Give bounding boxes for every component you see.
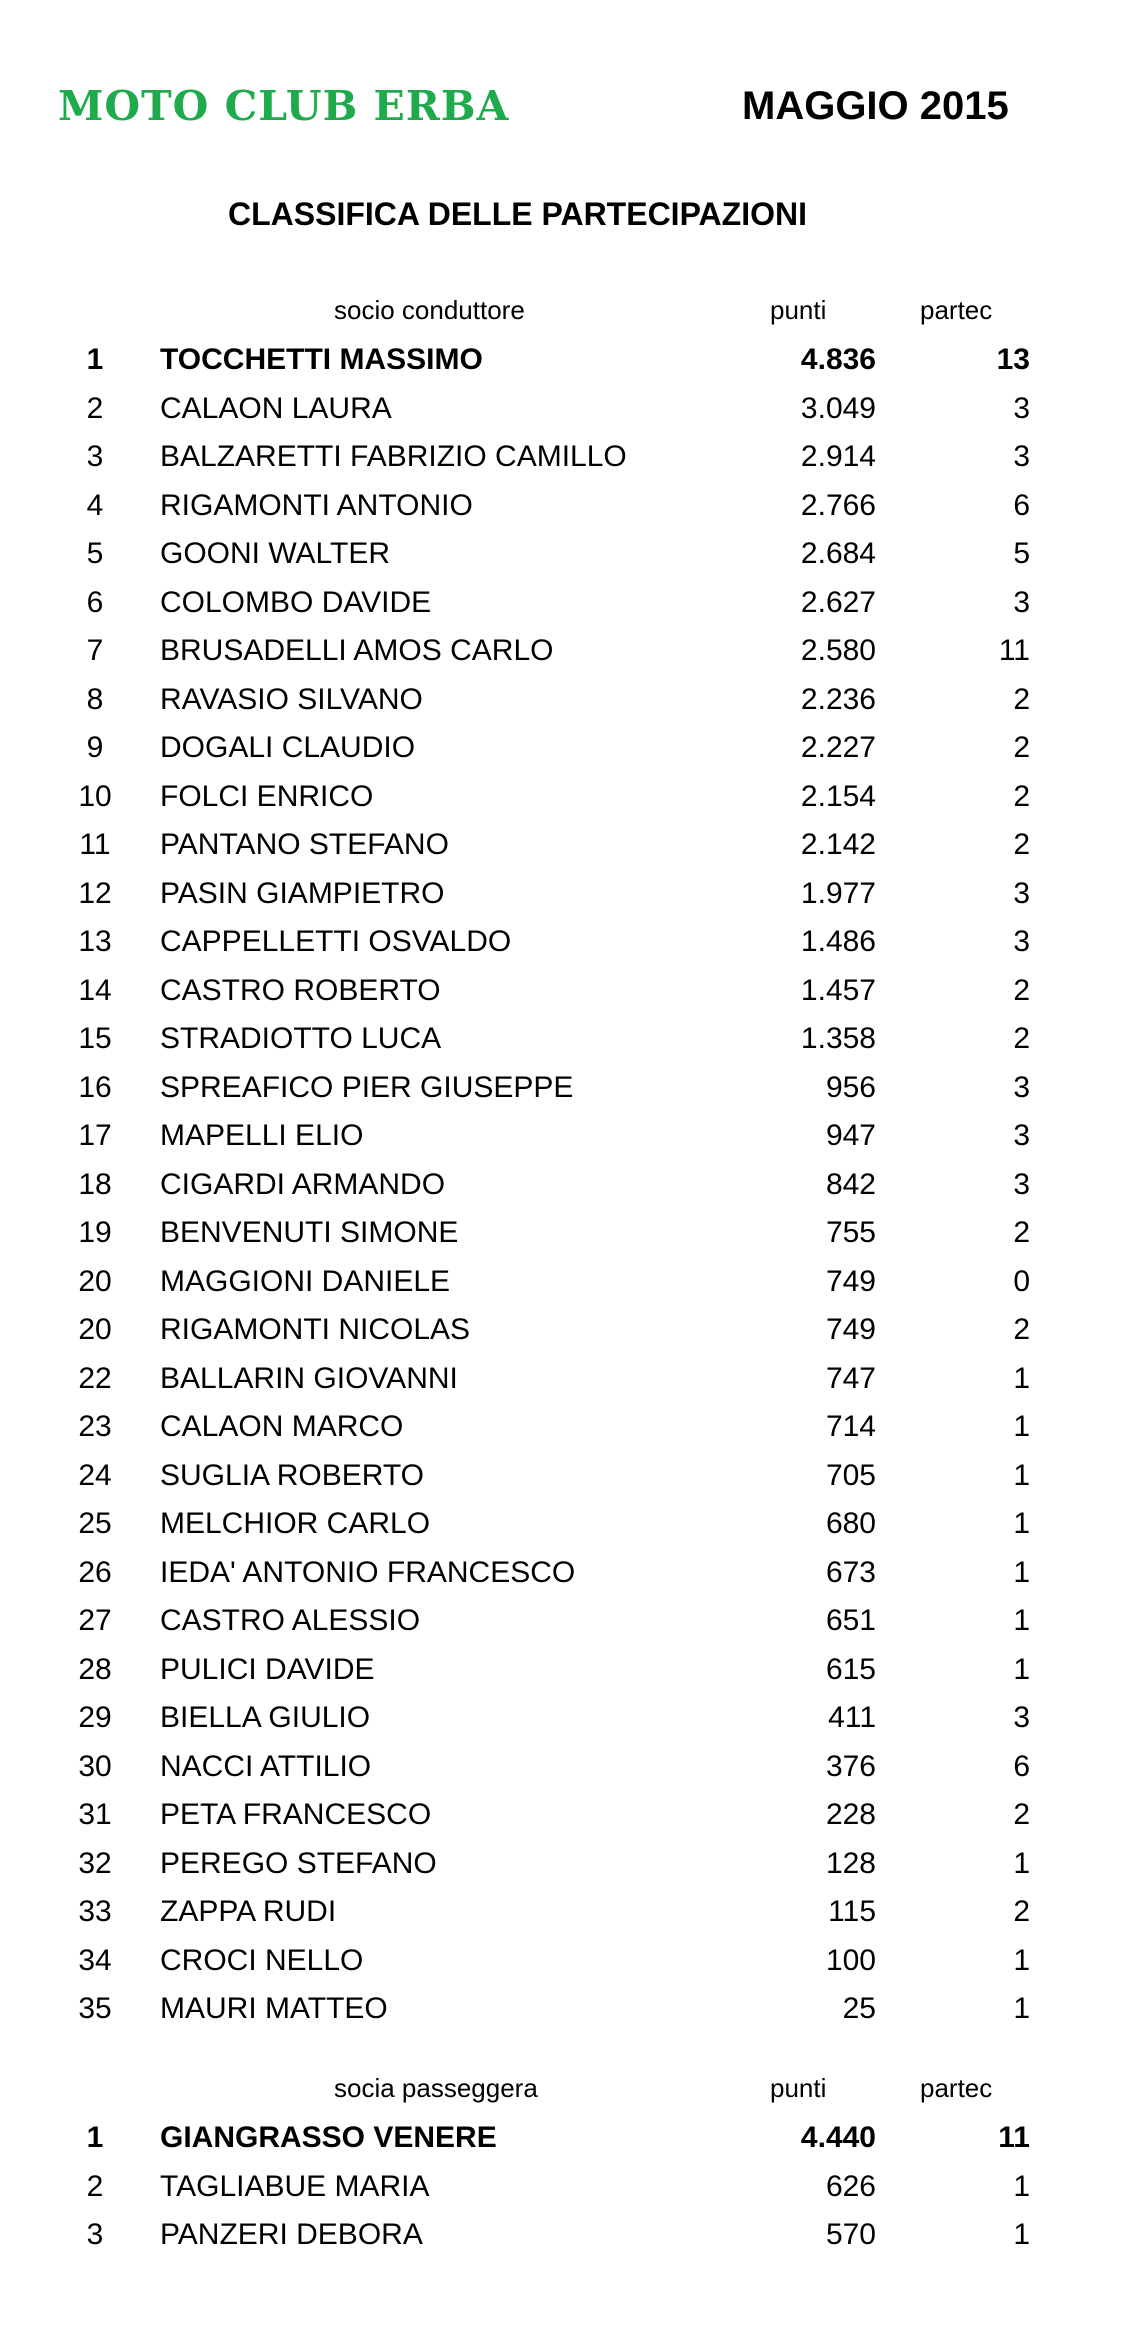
part-cell: 3: [1013, 876, 1030, 910]
passengers-col-part: partec: [920, 2073, 993, 2103]
points-cell: 128: [825, 1846, 876, 1880]
part-cell: 3: [1013, 925, 1030, 958]
name-cell: RIGAMONTI NICOLAS: [160, 1313, 471, 1346]
name-cell: MAGGIONI DANIELE: [160, 1264, 451, 1298]
points-cell: 842: [825, 1167, 876, 1201]
rank-cell: 32: [78, 1846, 112, 1880]
points-cell: 570: [825, 2218, 876, 2251]
points-cell: 1.486: [800, 925, 876, 958]
drivers-col-name: socio conduttore: [334, 295, 525, 325]
name-cell: BALLARIN GIOVANNI: [160, 1361, 458, 1395]
points-cell: 2.914: [800, 440, 876, 473]
rank-cell: 11: [79, 828, 111, 861]
points-cell: 228: [825, 1798, 876, 1831]
points-cell: 705: [825, 1458, 876, 1492]
driver-row: [0, 821, 1122, 870]
rank-cell: 3: [86, 2218, 104, 2251]
part-cell: 0: [1013, 1264, 1030, 1298]
part-cell: 1: [1013, 1604, 1030, 1637]
driver-row: [0, 579, 1122, 628]
name-cell: DOGALI CLAUDIO: [160, 731, 416, 764]
driver-row: [0, 1597, 1122, 1646]
rank-cell: 14: [78, 973, 112, 1007]
part-cell: 3: [1013, 585, 1030, 619]
driver-row: [0, 1403, 1122, 1452]
passengers-col-name: socia passeggera: [334, 2073, 538, 2103]
page-subtitle: CLASSIFICA DELLE PARTECIPAZIONI: [228, 196, 807, 232]
points-cell: 2.142: [800, 828, 876, 861]
name-cell: CASTRO ROBERTO: [160, 973, 441, 1007]
points-cell: 749: [825, 1264, 876, 1298]
rank-cell: 23: [78, 1410, 112, 1443]
drivers-table: [0, 336, 1122, 2034]
part-cell: 3: [1013, 1070, 1030, 1104]
part-cell: 2: [1013, 1313, 1030, 1346]
points-cell: 626: [825, 2169, 876, 2203]
driver-row: [0, 385, 1122, 434]
name-cell: CALAON MARCO: [160, 1410, 404, 1443]
rank-cell: 5: [86, 537, 104, 570]
driver-row: [0, 1355, 1122, 1404]
part-cell: 1: [1013, 1507, 1030, 1540]
points-cell: 714: [825, 1410, 876, 1443]
part-cell: 3: [1013, 440, 1030, 473]
name-cell: CALAON LAURA: [160, 391, 392, 425]
rank-cell: 7: [86, 634, 104, 667]
club-name: MOTO CLUB ERBA: [58, 82, 510, 130]
driver-row: [0, 336, 1122, 385]
part-cell: 6: [1013, 488, 1030, 522]
driver-row: [0, 530, 1122, 579]
driver-row: [0, 433, 1122, 482]
part-cell: 2: [1013, 682, 1030, 716]
name-cell: MAURI MATTEO: [160, 1992, 388, 2025]
rank-cell: 19: [78, 1216, 112, 1249]
drivers-col-points: punti: [770, 295, 827, 325]
part-cell: 13: [996, 343, 1030, 376]
rank-cell: 29: [78, 1701, 112, 1734]
points-cell: 680: [825, 1507, 876, 1540]
rank-cell: 30: [78, 1749, 112, 1783]
part-cell: 2: [1013, 828, 1030, 861]
part-cell: 1: [1013, 1555, 1030, 1589]
driver-row: [0, 1888, 1122, 1937]
name-cell: RIGAMONTI ANTONIO: [160, 488, 473, 522]
name-cell: IEDA' ANTONIO FRANCESCO: [160, 1555, 576, 1589]
name-cell: NACCI ATTILIO: [160, 1749, 372, 1783]
name-cell: CROCI NELLO: [160, 1943, 364, 1977]
points-cell: 3.049: [800, 391, 876, 425]
driver-row: [0, 1258, 1122, 1307]
part-cell: 11: [998, 634, 1030, 667]
driver-row: [0, 918, 1122, 967]
rank-cell: 20: [78, 1313, 112, 1346]
driver-row: [0, 1937, 1122, 1986]
name-cell: ZAPPA RUDI: [160, 1895, 337, 1928]
driver-row: [0, 870, 1122, 919]
part-cell: 1: [1013, 1846, 1030, 1880]
part-cell: 2: [1013, 1216, 1030, 1249]
rank-cell: 31: [78, 1798, 112, 1831]
driver-row: [0, 1161, 1122, 1210]
name-cell: CASTRO ALESSIO: [160, 1604, 421, 1637]
passengers-header-row: [0, 2068, 1122, 2108]
driver-row: [0, 1306, 1122, 1355]
name-cell: FOLCI ENRICO: [160, 779, 374, 813]
driver-row: [0, 967, 1122, 1016]
part-cell: 2: [1013, 973, 1030, 1007]
rank-cell: 35: [78, 1992, 112, 2025]
rank-cell: 9: [86, 731, 104, 764]
passenger-row: [0, 2114, 1122, 2163]
part-cell: 2: [1013, 779, 1030, 813]
rank-cell: 33: [78, 1895, 112, 1928]
points-cell: 25: [842, 1992, 876, 2025]
name-cell: PETA FRANCESCO: [160, 1798, 432, 1831]
driver-row: [0, 724, 1122, 773]
driver-row: [0, 1112, 1122, 1161]
name-cell: RAVASIO SILVANO: [160, 682, 423, 716]
name-cell: COLOMBO DAVIDE: [160, 585, 432, 619]
name-cell: STRADIOTTO LUCA: [160, 1022, 442, 1055]
rank-cell: 20: [78, 1264, 112, 1298]
driver-row: [0, 482, 1122, 531]
driver-row: [0, 1791, 1122, 1840]
rank-cell: 25: [78, 1507, 112, 1540]
rank-cell: 34: [78, 1943, 112, 1977]
part-cell: 3: [1013, 1167, 1030, 1201]
driver-row: [0, 1840, 1122, 1889]
driver-row: [0, 627, 1122, 676]
points-cell: 411: [828, 1701, 876, 1734]
name-cell: MELCHIOR CARLO: [160, 1507, 431, 1540]
rank-cell: 13: [78, 925, 112, 958]
driver-row: [0, 1064, 1122, 1113]
name-cell: GOONI WALTER: [160, 537, 391, 570]
part-cell: 6: [1013, 1749, 1030, 1783]
points-cell: 1.457: [800, 973, 876, 1007]
driver-row: [0, 1985, 1122, 2034]
name-cell: MAPELLI ELIO: [160, 1119, 364, 1152]
name-cell: PASIN GIAMPIETRO: [160, 876, 445, 910]
rank-cell: 15: [78, 1022, 112, 1055]
part-cell: 1: [1013, 1992, 1030, 2025]
points-cell: 1.358: [800, 1022, 876, 1055]
name-cell: SUGLIA ROBERTO: [160, 1458, 424, 1492]
part-cell: 2: [1013, 731, 1030, 764]
points-cell: 755: [825, 1216, 876, 1249]
name-cell: BALZARETTI FABRIZIO CAMILLO: [160, 440, 627, 473]
driver-row: [0, 1452, 1122, 1501]
points-cell: 1.977: [800, 876, 876, 910]
driver-row: [0, 1500, 1122, 1549]
points-cell: 947: [825, 1119, 876, 1152]
points-cell: 100: [825, 1943, 876, 1977]
points-cell: 2.154: [800, 779, 876, 813]
rank-cell: 3: [86, 440, 104, 473]
rank-cell: 28: [78, 1652, 112, 1686]
part-cell: 2: [1013, 1022, 1030, 1055]
points-cell: 376: [825, 1749, 876, 1783]
name-cell: CIGARDI ARMANDO: [160, 1167, 446, 1201]
name-cell: PANTANO STEFANO: [160, 828, 449, 861]
name-cell: BENVENUTI SIMONE: [160, 1216, 459, 1249]
points-cell: 2.766: [800, 488, 876, 522]
points-cell: 651: [825, 1604, 876, 1637]
rank-cell: 6: [86, 585, 104, 619]
rank-cell: 1: [86, 343, 104, 376]
rank-cell: 26: [78, 1555, 112, 1589]
points-cell: 2.236: [800, 682, 876, 716]
name-cell: BIELLA GIULIO: [160, 1701, 371, 1734]
name-cell: SPREAFICO PIER GIUSEPPE: [160, 1070, 574, 1104]
points-cell: 749: [825, 1313, 876, 1346]
drivers-header-row: [0, 290, 1122, 330]
driver-row: [0, 1209, 1122, 1258]
part-cell: 3: [1013, 1119, 1030, 1152]
name-cell: PEREGO STEFANO: [160, 1846, 437, 1880]
part-cell: 3: [1013, 391, 1030, 425]
points-cell: 673: [825, 1555, 876, 1589]
points-cell: 2.580: [800, 634, 876, 667]
points-cell: 4.440: [800, 2121, 876, 2154]
report-period: MAGGIO 2015: [742, 84, 1009, 128]
passenger-row: [0, 2163, 1122, 2212]
part-cell: 1: [1013, 1361, 1030, 1395]
part-cell: 5: [1013, 537, 1030, 570]
part-cell: 1: [1013, 1943, 1030, 1977]
rank-cell: 16: [78, 1070, 112, 1104]
name-cell: PULICI DAVIDE: [160, 1652, 375, 1686]
rank-cell: 12: [78, 876, 112, 910]
driver-row: [0, 773, 1122, 822]
name-cell: BRUSADELLI AMOS CARLO: [160, 634, 554, 667]
driver-row: [0, 1015, 1122, 1064]
points-cell: 747: [825, 1361, 876, 1395]
rank-cell: 8: [86, 682, 104, 716]
driver-row: [0, 1743, 1122, 1792]
part-cell: 1: [1013, 2169, 1030, 2203]
part-cell: 11: [998, 2121, 1030, 2154]
points-cell: 115: [828, 1895, 876, 1928]
points-cell: 2.627: [800, 585, 876, 619]
part-cell: 1: [1013, 1458, 1030, 1492]
part-cell: 1: [1013, 1410, 1030, 1443]
name-cell: PANZERI DEBORA: [160, 2218, 423, 2251]
driver-row: [0, 1549, 1122, 1598]
passenger-row: [0, 2211, 1122, 2260]
rank-cell: 1: [86, 2121, 104, 2154]
driver-row: [0, 1694, 1122, 1743]
drivers-col-part: partec: [920, 295, 993, 325]
driver-row: [0, 1646, 1122, 1695]
part-cell: 2: [1013, 1895, 1030, 1928]
passengers-col-points: punti: [770, 2073, 827, 2103]
part-cell: 1: [1013, 1652, 1030, 1686]
name-cell: TAGLIABUE MARIA: [160, 2169, 430, 2203]
points-cell: 615: [825, 1652, 876, 1686]
part-cell: 2: [1013, 1798, 1030, 1831]
rank-cell: 4: [86, 488, 104, 522]
name-cell: GIANGRASSO VENERE: [160, 2121, 497, 2154]
rank-cell: 2: [86, 2169, 104, 2203]
rank-cell: 2: [86, 391, 104, 425]
rank-cell: 10: [78, 779, 112, 813]
rank-cell: 24: [78, 1458, 112, 1492]
name-cell: CAPPELLETTI OSVALDO: [160, 925, 512, 958]
part-cell: 1: [1013, 2218, 1030, 2251]
driver-row: [0, 676, 1122, 725]
rank-cell: 17: [78, 1119, 112, 1152]
part-cell: 3: [1013, 1701, 1030, 1734]
rank-cell: 18: [78, 1167, 112, 1201]
points-cell: 2.227: [800, 731, 876, 764]
rank-cell: 27: [78, 1604, 112, 1637]
passengers-table: [0, 2114, 1122, 2260]
points-cell: 956: [825, 1070, 876, 1104]
points-cell: 4.836: [800, 343, 876, 376]
name-cell: TOCCHETTI MASSIMO: [160, 343, 483, 376]
rank-cell: 22: [78, 1361, 112, 1395]
points-cell: 2.684: [800, 537, 876, 570]
